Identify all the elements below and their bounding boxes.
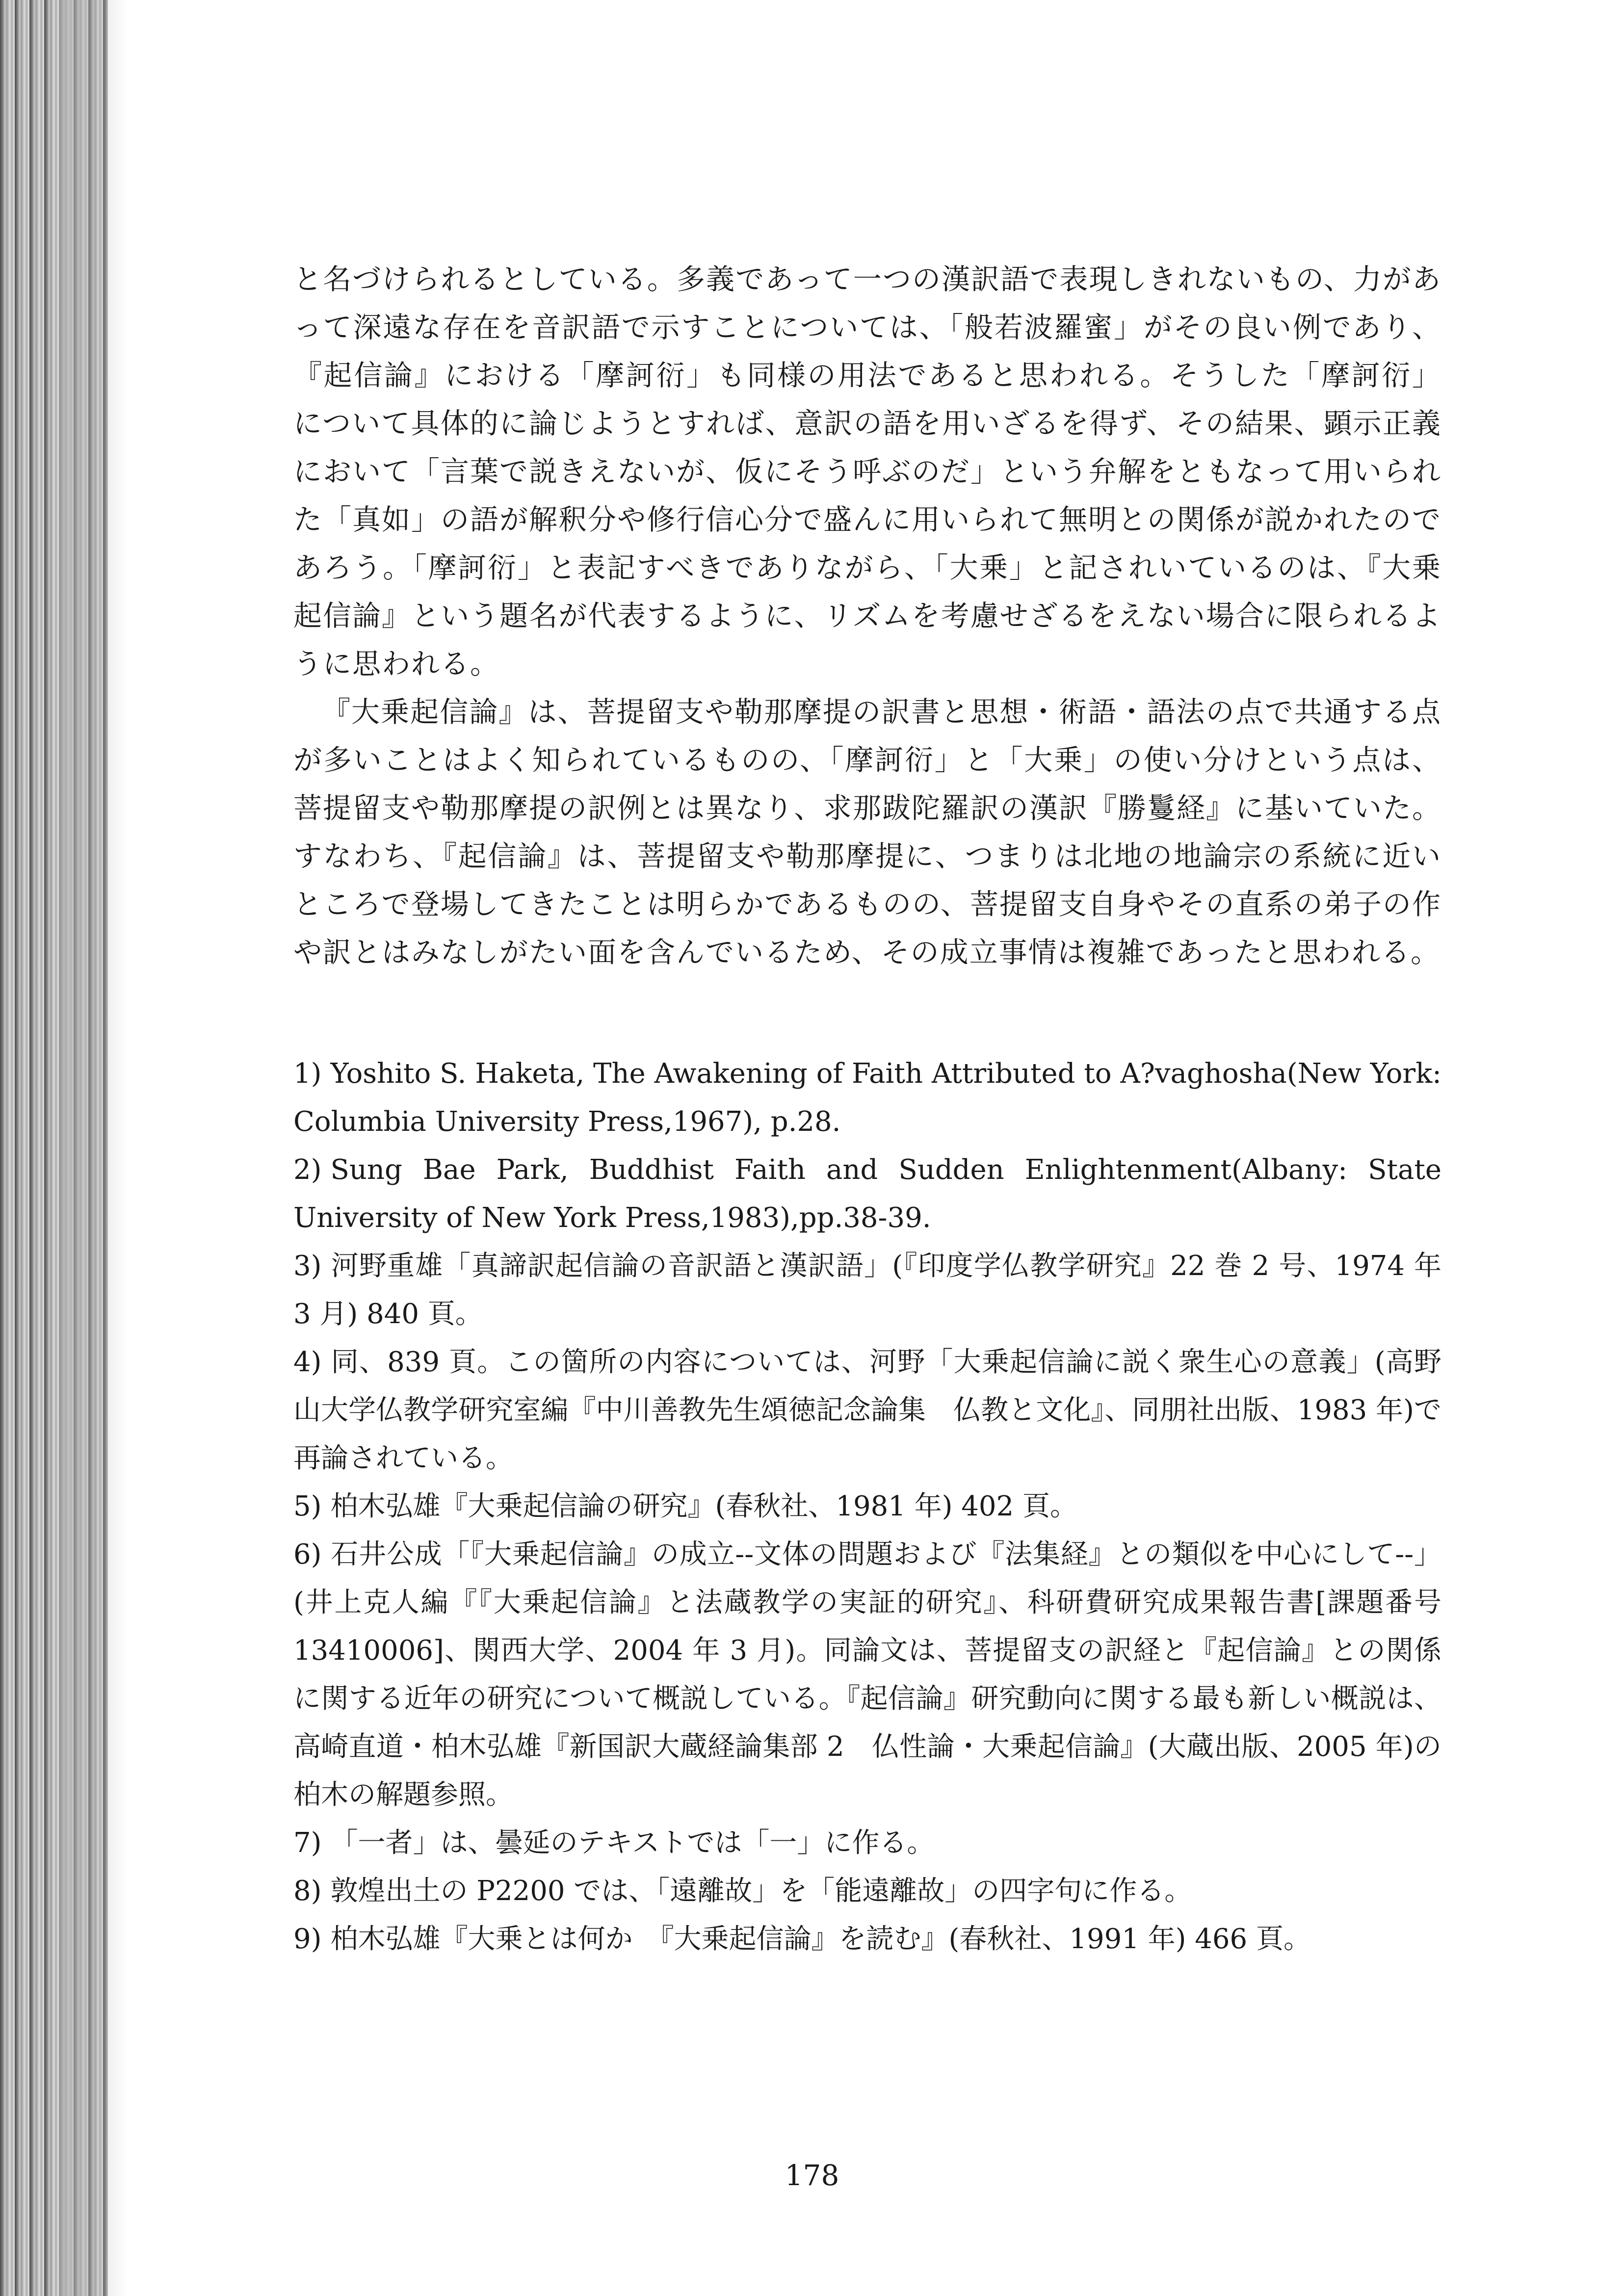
footnote-number: 8) [293, 1875, 322, 1907]
footnote-text: 同、839 頁。この箇所の内容については、河野「大乗起信論に説く衆生心の意義」(高野山大学仏教学研究室編『中川善教先生頌徳記念論集 仏教と文化』、同朋社出版、1983 年)で再論されている。 [293, 1346, 1441, 1474]
footnote [293, 1915, 1441, 1963]
footnote [293, 1819, 1441, 1867]
footnote [293, 1531, 1441, 1819]
footnote [293, 1483, 1441, 1531]
page-content [293, 255, 1441, 1971]
footnote-number: 7) [293, 1827, 322, 1859]
footnote-text: 敦煌出土の P2200 では、「遠離故」を「能遠離故」の四字句に作る。 [330, 1875, 1192, 1907]
footnote-number: 2) [293, 1154, 322, 1186]
footnote [293, 1338, 1441, 1483]
body-paragraph-2: 『大乗起信論』は、菩提留支や勒那摩提の訳書と思想・術語・語法の点で共通する点が多いことはよく知られているものの、「摩訶衍」と「大乗」の使い分けという点は、菩提留支や勒那摩提の訳例とは異なり、求那跋陀羅訳の漢訳『勝鬘経』に基いていた。すなわち、『起信論』は、菩提留支や勒那摩提に、つまりは北地の地論宗の系統に近いところで登場してきたことは明らかであるものの、菩提留支自身やその直系の弟子の作や訳とはみなしがたい面を含んでいるため、その成立事情は複雑であったと思われる。 [293, 695, 1442, 969]
footnote-number: 6) [293, 1539, 322, 1570]
footnote-text: 柏木弘雄『大乗とは何か 『大乗起信論』を読む』(春秋社、1991 年) 466 頁。 [330, 1923, 1311, 1955]
footnote-number: 1) [293, 1058, 322, 1090]
footnote [293, 1146, 1441, 1242]
footnote-text: 石井公成「『大乗起信論』の成立--文体の問題および『法集経』との類似を中心にして--」(井上克人編『『大乗起信論』と法蔵教学の実証的研究』、科研費研究成果報告書[課題番号 13410006]、関西大学、2004 年 3 月)。同論文は、菩提留支の訳経と『起信論』との関係に関する近年の研究について概説している。『起信論』研究動向に関する最も新しい概説は、高崎直道・柏木弘雄『新国訳大蔵経論集部 2 仏性論・大乗起信論』(大蔵出版、2005 年)の柏木の解題参照。 [293, 1539, 1441, 1811]
footnote-text: 河野重雄「真諦訳起信論の音訳語と漢訳語」(『印度学仏教学研究』22 巻 2 号、1974 年 3 月) 840 頁。 [293, 1250, 1441, 1330]
footnote [293, 1867, 1441, 1915]
footnote-text: 「一者」は、曇延のテキストでは「一」に作る。 [330, 1827, 935, 1859]
footnote-text: Sung Bae Park, Buddhist Faith and Sudden Enlightenment(Albany: State University of New York Press,1983),pp.38-39. [293, 1154, 1441, 1234]
footnote-text: 柏木弘雄『大乗起信論の研究』(春秋社、1981 年) 402 頁。 [330, 1490, 1077, 1522]
footnote-number: 4) [293, 1346, 322, 1378]
scan-gutter-fade [59, 0, 128, 2296]
footnote [293, 1050, 1441, 1146]
footnote-number: 3) [293, 1250, 322, 1282]
footnote [293, 1242, 1441, 1338]
footnotes-list [293, 1050, 1441, 1963]
page-number: 178 [785, 2159, 839, 2192]
footnote-number: 9) [293, 1923, 322, 1955]
body-paragraph-1: と名づけられるとしている。多義であって一つの漢訳語で表現しきれないもの、力があって深遠な存在を音訳語で示すことについては、「般若波羅蜜」がその良い例であり、『起信論』における「摩訶衍」も同様の用法であると思われる。そうした「摩訶衍」について具体的に論じようとすれば、意訳の語を用いざるを得ず、その結果、顕示正義において「言葉で説きえないが、仮にそう呼ぶのだ」という弁解をともなって用いられた「真如」の語が解釈分や修行信心分で盛んに用いられて無明との関係が説かれたのであろう。「摩訶衍」と表記すべきでありながら、「大乗」と記されいているのは、『大乗起信論』という題名が代表するように、リズムを考慮せざるをえない場合に限られるように思われる。 [293, 262, 1442, 680]
footnote-number: 5) [293, 1490, 322, 1522]
footnote-text: Yoshito S. Haketa, The Awakening of Faith Attributed to A?vaghosha(New York: Columbia University Press,1967), p.28. [293, 1058, 1441, 1138]
